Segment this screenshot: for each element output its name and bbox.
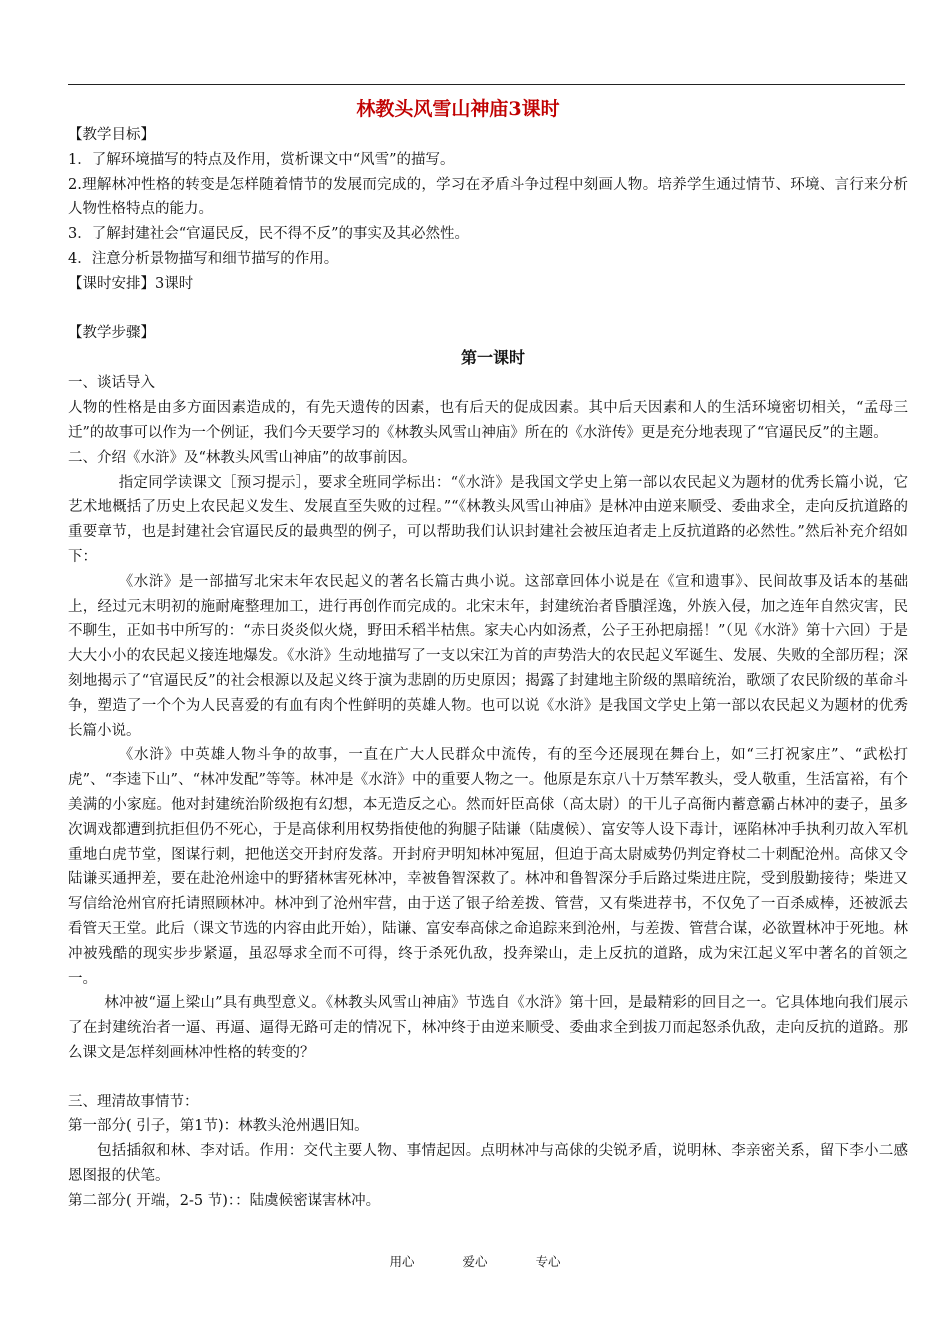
section-heading-plot: 三、理清故事情节：	[68, 1093, 199, 1110]
background-paragraph-1: 指定同学读课文［预习提示］，要求全班同学标出：“《水浒》是我国文学史上第一部以农民起义为题材的优秀长篇小说，它艺术地概括了历史上农民起义发生、发展直至失败的过程。”“《林教头风雪山神庙》是林冲由逆来顺受、委曲求全，走向反抗道路的重要章节，也是封建社会官逼民反的最典型的例子，可以帮助我们认识封建社会被压迫者走上反抗道路的必然性。”然后补充介绍如下：	[68, 474, 908, 565]
page-footer	[0, 1252, 950, 1270]
background-paragraph-4: 林冲被“逼上梁山”具有典型意义。《林教头风雪山神庙》节选自《水浒》第十回，是最精彩的回目之一。它具体地向我们展示了在封建统治者一逼、再逼、逼得无路可走的情况下，林冲终于由逆来顺受、委曲求全到拔刀而起怒杀仇敌，走向反抗的道路。那么课文是怎样刻画林冲性格的转变的？	[68, 995, 908, 1061]
footer-word-2: 爱心	[462, 1254, 488, 1269]
background-paragraph-3: 《水浒》中英雄人物斗争的故事，一直在广大人民群众中流传，有的至今还展现在舞台上，如“三打祝家庄”、“武松打虎”、“李逵下山”、“林冲发配”等等。林冲是《水浒》中的重要人物之一。他原是东京八十万禁军教头，受人敬重，生活富裕，有个美满的小家庭。他对封建统治阶级抱有幻想，本无造反之心。然而奸臣高俅（高太尉）的干儿子高衙内蓄意霸占林冲的妻子，虽多次调戏都遭到抗拒但仍不死心，于是高俅利用权势指使他的狗腿子陆谦（陆虞候）、富安等人设下毒计，诬陷林冲手执利刃故入军机重地白虎节堂，图谋行刺，把他送交开封府发落。开封府尹明知林冲冤屈，但迫于高太尉威势仍判定脊杖二十刺配沧州。高俅又令陆谦买通押差，要在赴沧州途中的野猪林害死林冲，幸被鲁智深救了。林冲和鲁智深分手后路过柴进庄院，受到殷勤接待；柴进又写信给沧州官府托请照顾林冲。林冲到了沧州牢营，由于送了银子给差拨、管营，又有柴进荐书，不仅免了一百杀威棒，还被派去看管天王堂。此后（课文节选的内容由此开始），陆谦、富安奉高俅之命追踪来到沧州，与差拨、管营合谋，必欲置林冲于死地。林冲被残酷的现实步步紧逼，虽忍辱求全而不可得，终于杀死仇敌，投奔梁山，走上反抗的道路，成为宋江起义军中著名的首领之一。	[68, 747, 908, 987]
lesson-title: 第一课时	[460, 348, 525, 368]
objective-item-1: 1．了解环境描写的特点及作用，赏析课文中“风雪”的描写。	[68, 151, 455, 168]
section-heading-intro: 一、谈话导入	[68, 375, 155, 392]
document-body	[68, 96, 908, 1214]
header-rule	[68, 84, 905, 85]
background-paragraph-2: 《水浒》是一部描写北宋末年农民起义的著名长篇古典小说。这部章回体小说是在《宣和遗事》、民间故事及话本的基础上，经过元末明初的施耐庵整理加工，进行再创作而完成的。北宋末年，封建统治者昏膭淫逸，外族入侵，加之连年自然灾害，民不聊生，正如书中所写的：“赤日炎炎似火烧，野田禾稻半枯焦。家夫心内如汤煮，公子王孙把扇摇！”（见《水浒》第十六回）于是大大小小的农民起义接连地爆发。《水浒》生动地描写了一支以宋江为首的声势浩大的农民起义军诞生、发展、失败的全部历程；深刻地揭示了“官逼民反”的社会根源以及起义终于演为悲剧的历史原因；揭露了封建地主阶级的黑暗统治，歌颂了农民阶级的革命斗争，塑造了一个个为人民喜爱的有血有肉个性鲜明的英雄人物。也可以说《水浒》是我国文学史上第一部以农民起义为题材的优秀长篇小说。	[68, 573, 908, 739]
steps-heading: 【教学步骤】	[68, 324, 155, 341]
plot-part-1-note: 包括插叙和林、李对话。作用：交代主要人物、事情起因。点明林冲与高俅的尖锐矛盾，说明林、李亲密关系，留下李小二感恩图报的伏笔。	[68, 1143, 908, 1185]
plot-part-1: 第一部分( 引子，第1节)：林教头沧州遇旧知。	[68, 1118, 369, 1135]
footer-word-3: 专心	[535, 1254, 561, 1269]
document-title: 林教头风雪山神庙3课时	[356, 98, 560, 120]
intro-paragraph: 人物的性格是由多方面因素造成的，有先天遗传的因素，也有后天的促成因素。其中后天因素和人的生活环境密切相关，“孟母三迁”的故事可以作为一个例证，我们今天要学习的《林教头风雪山神庙》所在的《水浒传》更是充分地表现了“官逼民反”的主题。	[68, 400, 908, 441]
footer-word-1: 用心	[389, 1254, 415, 1269]
schedule-line: 【课时安排】3课时	[68, 275, 194, 292]
spacer	[68, 1066, 908, 1090]
section-heading-background: 二、介绍《水浒》及“林教头风雪山神庙”的故事前因。	[68, 449, 417, 466]
objective-item-3: 3．了解封建社会“官逼民反，民不得不反”的事实及其必然性。	[68, 226, 470, 243]
objective-item-4: 4．注意分析景物描写和细节描写的作用。	[68, 250, 339, 267]
objective-item-2: 2.理解林冲性格的转变是怎样随着情节的发展而完成的，学习在矛盾斗争过程中刻画人物。培养学生通过情节、环境、言行来分析人物性格特点的能力。	[68, 176, 908, 218]
plot-part-2: 第二部分( 开端，2-5 节)：：陆虞候密谋害林冲。	[68, 1192, 381, 1209]
objectives-heading: 【教学目标】	[68, 127, 155, 143]
spacer	[68, 297, 908, 321]
